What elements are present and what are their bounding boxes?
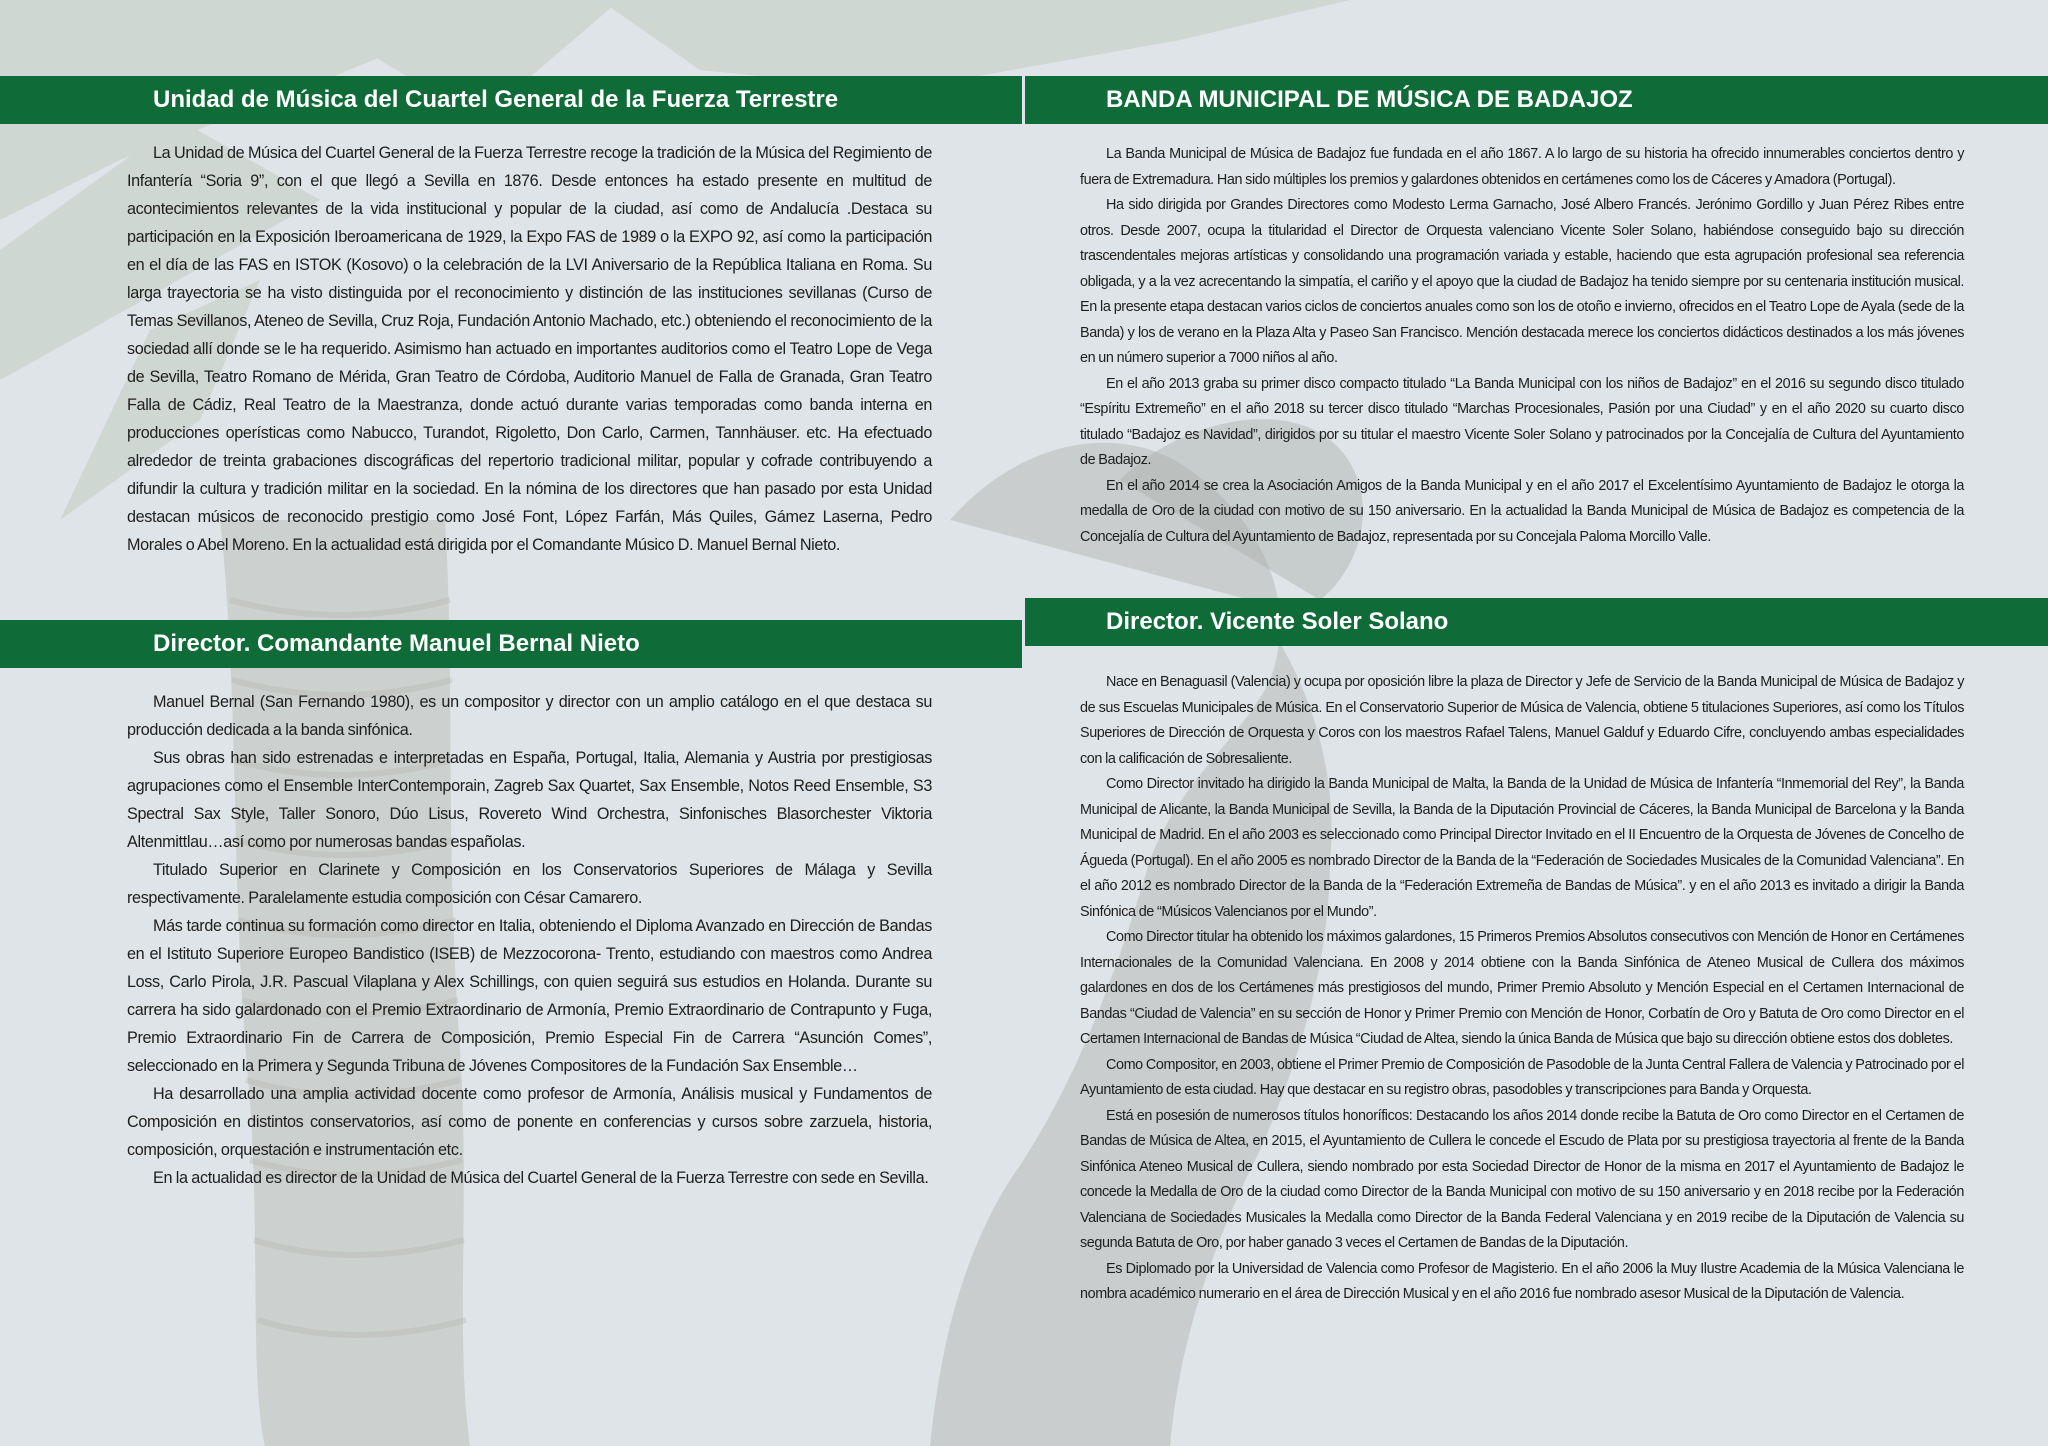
left-section2-paragraph: En la actualidad es director de la Unidad de Música del Cuartel General de la Fuerza Terrestre con sede en Sevilla.	[153, 1169, 929, 1187]
right-section1-header	[1025, 76, 2048, 124]
right-section2-paragraph: Nace en Benaguasil (Valencia) y ocupa por oposición libre la plaza de Director y Jefe de Servicio de la Banda Municipal de Música de Badajoz y de sus Escuelas Municipales de Música. En el Conservatorio Superior de Música de Valencia, obtiene 5 titulaciones Superiores, así como los Títulos Superiores de Dirección de Orquesta y Coros con los maestros Rafael Talens, Manuel Galduf y Eduardo Cifre, concluyendo ambas especialidades con la calificación de Sobresaliente.	[1080, 674, 1964, 767]
right-section2-paragraph: Como Director invitado ha dirigido la Banda Municipal de Malta, la Banda de la Unidad de Música de Infantería “Inmemorial del Rey”, la Banda Municipal de Alicante, la Banda Municipal de Sevilla, la Banda de la Diputación Provincial de Cáceres, la Banda Municipal de Barcelona y la Banda Municipal de Madrid. En el año 2003 es seleccionado como Principal Director Invitado en el II Encuentro de la Orquesta de Jóvenes de Concelho de Águeda (Portugal). En el año 2005 es nombrado Director de la Banda de la “Federación de Sociedades Musicales de la Comunidad Valenciana”. En el año 2012 es nombrado Director de la Banda de la “Federación Extremeña de Bandas de Música”. y en el año 2013 es invitado a dirigir la Banda Sinfónica de “Músicos Valencianos por el Mundo”.	[1080, 776, 1964, 920]
right-section1-body	[1080, 142, 1964, 550]
left-section2-body	[127, 688, 932, 1192]
right-section1-paragraph: En el año 2013 graba su primer disco compacto titulado “La Banda Municipal con los niños de Badajoz” en el 2016 su segundo disco titulado “Espíritu Extremeño” en el año 2018 su tercer disco titulado “Marchas Procesionales, Pasión por una Ciudad” y en el año 2020 su cuarto disco titulado “Badajoz es Navidad”, dirigidos por su titular el maestro Vicente Soler Solano y patrocinados por la Concejalía de Cultura del Ayuntamiento de Badajoz.	[1080, 375, 1964, 468]
right-section1-paragraph: Ha sido dirigida por Grandes Directores como Modesto Lerma Garnacho, José Albero Francés. Jerónimo Gordillo y Juan Pérez Ribes entre otros. Desde 2007, ocupa la titularidad el Director de Orquesta valenciano Vicente Soler Solano, habiéndose conseguido bajo su dirección trascendentales mejoras artísticas y consolidando una programación variada y estable, haciendo que esta agrupación profesional sea referencia obligada, y a la vez acrecentando la simpatía, el cariño y el apoyo que la ciudad de Badajoz ha tenido siempre por su centenaria institución musical. En la presente etapa destacan varios ciclos de conciertos anuales como son los de otoño e invierno, ofrecidos en el Teatro Lope de Ayala (sede de la Banda) y los de verano en la Plaza Alta y Paseo San Francisco. Mención destacada merece los conciertos didácticos destinados a los más jóvenes en un número superior a 7000 niños al año.	[1080, 197, 1964, 366]
right-section1-title: BANDA MUNICIPAL DE MÚSICA DE BADAJOZ	[1106, 86, 1633, 113]
left-section2-paragraph: Titulado Superior en Clarinete y Composición en los Conservatorios Superiores de Málaga y Sevilla respectivamente. Paralelamente estudia composición con César Camarero.	[127, 861, 932, 907]
right-section2-title: Director. Vicente Soler Solano	[1106, 608, 1449, 635]
left-section2-paragraph: Más tarde continua su formación como director en Italia, obteniendo el Diploma Avanzado en Dirección de Bandas en el Istituto Superiore Europeo Bandistico (ISEB) de Mezzocorona- Trento, estudiando con maestros como Andrea Loss, Carlo Pirola, J.R. Pascual Vilaplana y Alex Schillings, con quien seguirá sus estudios en Holanda. Durante su carrera ha sido galardonado con el Premio Extraordinario de Armonía, Premio Extraordinario de Contrapunto y Fuga, Premio Extraordinario Fin de Carrera de Composición, Premio Especial Fin de Carrera “Asunción Comes”, seleccionado en la Primera y Segunda Tribuna de Jóvenes Compositores de la Fundación Sax Ensemble…	[127, 917, 932, 1075]
right-section2-paragraph: Como Compositor, en 2003, obtiene el Primer Premio de Composición de Pasodoble de la Junta Central Fallera de Valencia y Patrocinado por el Ayuntamiento de esta ciudad. Hay que destacar en su registro obras, pasodobles y transcripciones para Banda y Orquesta.	[1080, 1056, 1964, 1098]
left-section2-header	[0, 620, 1022, 668]
left-section1-body	[127, 139, 932, 559]
right-section2-header	[1025, 598, 2048, 646]
right-section2-paragraph: Está en posesión de numerosos títulos honoríficos: Destacando los años 2014 donde recibe la Batuta de Oro como Director en el Certamen de Bandas de Música de Altea, en 2015, el Ayuntamiento de Cullera le concede el Escudo de Plata por su prestigiosa trayectoria al frente de la Banda Sinfónica Ateneo Musical de Cullera, siendo nombrado por esta Sociedad Director de Honor de la misma en 2017 el Ayuntamiento de Badajoz le concede la Medalla de Oro de la ciudad como Director de la Banda Municipal con motivo de su 150 aniversario y en 2018 recibe por la Federación Valenciana de Sociedades Musicales la Medalla como Director de la Banda Federal Valenciana y en 2019 recibe de la Diputación de Valencia su segunda Batuta de Oro, por haber ganado 3 veces el Certamen de Bandas de la Diputación.	[1080, 1107, 1964, 1251]
left-section2-paragraph: Ha desarrollado una amplia actividad docente como profesor de Armonía, Análisis musical y Fundamentos de Composición en distintos conservatorios, así como de ponente en conferencias y cursos sobre zarzuela, historia, composición, orquestación e instrumentación etc.	[127, 1085, 932, 1159]
right-section1-paragraph: En el año 2014 se crea la Asociación Amigos de la Banda Municipal y en el año 2017 el Excelentísimo Ayuntamiento de Badajoz le otorga la medalla de Oro de la ciudad con motivo de su 150 aniversario. En la actualidad la Banda Municipal de Música de Badajoz es competencia de la Concejalía de Cultura del Ayuntamiento de Badajoz, representada por su Concejala Paloma Morcillo Valle.	[1080, 477, 1964, 545]
left-section2-paragraph: Sus obras han sido estrenadas e interpretadas en España, Portugal, Italia, Alemania y Austria por prestigiosas agrupaciones como el Ensemble InterContemporain, Zagreb Sax Quartet, Sax Ensemble, Notos Reed Ensemble, S3 Spectral Sax Style, Taller Sonoro, Dúo Lisus, Rovereto Wind Orchestra, Sinfonisches Blasorchester Viktoria Altenmittlau…así como por numerosas bandas españolas.	[127, 749, 932, 851]
right-section2-body	[1080, 670, 1964, 1308]
left-section1-title: Unidad de Música del Cuartel General de la Fuerza Terrestre	[153, 86, 839, 113]
right-section1-paragraph: La Banda Municipal de Música de Badajoz fue fundada en el año 1867. A lo largo de su historia ha ofrecido innumerables conciertos dentro y fuera de Extremadura. Han sido múltiples los premios y galardones obtenidos en certámenes como los de Cáceres y Amadora (Portugal).	[1080, 146, 1964, 188]
left-section2-title: Director. Comandante Manuel Bernal Nieto	[153, 630, 640, 657]
right-section2-paragraph: Como Director titular ha obtenido los máximos galardones, 15 Primeros Premios Absolutos consecutivos con Mención de Honor en Certámenes Internacionales de la Comunidad Valenciana. En 2008 y 2014 obtiene con la Banda Sinfónica de Ateneo Musical de Cullera dos máximos galardones en dos de los Certámenes más prestigiosos del mundo, Primer Premio Absoluto y Mención Especial en el Certamen Internacional de Bandas “Ciudad de Valencia” en su sección de Honor y Primer Premio con Mención de Honor, Corbatín de Oro y Batuta de Oro como Director en el Certamen Internacional de Bandas de Música “Ciudad de Altea, siendo la única Banda de Música que bajo su dirección obtiene estos dos dobletes.	[1080, 929, 1964, 1047]
right-section2-paragraph: Es Diplomado por la Universidad de Valencia como Profesor de Magisterio. En el año 2006 la Muy Ilustre Academia de la Música Valenciana le nombra académico numerario en el área de Dirección Musical y en el año 2016 fue nombrado asesor Musical de la Diputación de Valencia.	[1080, 1260, 1964, 1302]
left-section2-paragraph: Manuel Bernal (San Fernando 1980), es un compositor y director con un amplio catálogo en el que destaca su producción dedicada a la banda sinfónica.	[127, 693, 932, 739]
left-section1-paragraph: La Unidad de Música del Cuartel General de la Fuerza Terrestre recoge la tradición de la Música del Regimiento de Infantería “Soria 9”, con el que llegó a Sevilla en 1876. Desde entonces ha estado presente en multitud de acontecimientos relevantes de la vida institucional y popular de la ciudad, así como de Andalucía .Destaca su participación en la Exposición Iberoamericana de 1929, la Expo FAS de 1989 o la EXPO 92, así como la participación en el día de las FAS en ISTOK (Kosovo) o la celebración de la LVI Aniversario de la República Italiana en Roma. Su larga trayectoria se ha visto distinguida por el reconocimiento y distinción de las instituciones sevillanas (Curso de Temas Sevillanos, Ateneo de Sevilla, Cruz Roja, Fundación Antonio Machado, etc.) obteniendo el reconocimiento de la sociedad allí donde se le ha requerido. Asimismo han actuado en importantes auditorios como el Teatro Lope de Vega de Sevilla, Teatro Romano de Mérida, Gran Teatro de Córdoba, Auditorio Manuel de Falla de Granada, Gran Teatro Falla de Cádiz, Real Teatro de la Maestranza, donde actuó durante varias temporadas como banda interna en producciones operísticas como Nabucco, Turandot, Rigoletto, Don Carlo, Carmen, Tannhäuser. etc. Ha efectuado alrededor de treinta grabaciones discográficas del repertorio tradicional militar, popular y cofrade contribuyendo a difundir la cultura y tradición militar en la sociedad. En la nómina de los directores que han pasado por esta Unidad destacan músicos de reconocido prestigio como José Font, López Farfán, Más Quiles, Gámez Laserna, Pedro Morales o Abel Moreno. En la actualidad está dirigida por el Comandante Músico D. Manuel Bernal Nieto.	[127, 144, 932, 554]
left-section1-header	[0, 76, 1022, 124]
